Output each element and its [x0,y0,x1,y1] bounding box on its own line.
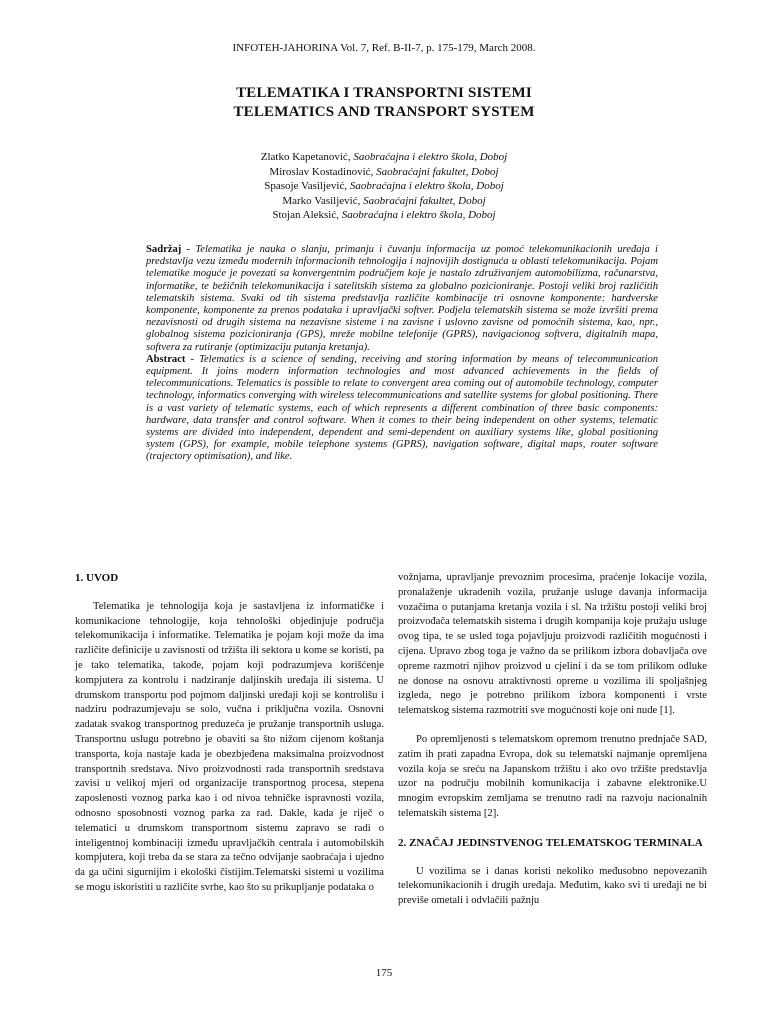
author-list [0,150,768,223]
section-heading-uvod: 1. UVOD [75,572,119,584]
sazetak-text: - Telematika je nauka o slanju, primanju i čuvanju informacija uz pomoć telekomunikacionih uređaja i predstavlja vezu između modernih informacionih tehnologija i najnovijih dostignuća u oblasti telekomunikacija. Pojam telematike moguće je povezati sa konvergentnim područjem koje je nastalo združivanjem automobilizma, računarstva, informatike, te bežičnih telekomunikacija i satelitskih sistema za globalno pozicioniranje. Postoji veliki broj različitih telematskih sistema. Svaki od tih sistema predstavlja različite kombinacije tri osnovne komponente: hardverske komponente, komponente za prenos podataka i upravljački softver. Podjela telematskih sistema se može izvršiti prema nezavisnosti od drugih sistema na nezavisne sisteme i na zavisne i uslovno zavisne od pomoćnih sistema, kao, npr., globalnog sistema pozicioniranja (GPS), mreže mobilne telefonije (GPRS), navigacionog softvera, digitalnih mapa, softvera za rutiranje (optimizaciju putanja kretanja). [146,244,658,353]
author-name: Miroslav Kostadinović, [269,165,377,178]
author-name: Spasoje Vasiljević, [264,180,350,192]
author-entry [0,208,768,223]
body-paragraph: Po opremljenosti s telematskom opremom trenutno prednjače SAD, zatim ih prati zapadna Evropa, dok su telematski najmanje opremljena vozila koja se sreću na Japanskom tržištu i ako ovo tržište predstavlja uzor na području mobilnih komunikacija i zabavne elektronike.U mnogim evropskim zemljama se trenutno radi na razvoju nacionalnih telematskih sistema [2]. [398,733,707,819]
page-number: 175 [375,967,393,979]
author-entry [0,150,768,165]
author-affiliation: Saobraćajni fakultet, Doboj [363,194,486,207]
author-affiliation: Saobraćajni fakultet, Doboj [376,165,499,178]
body-paragraph: U vozilima se i danas koristi nekoliko međusobno nepovezanih telekomunikacionih i drugih uređaja. Međutim, kako svi ti uređaji ne bi previše ometali i odvlačili pažnju [398,865,707,907]
author-name: Zlatko Kapetanović, [260,151,354,163]
sazetak-label: Sadržaj [146,244,182,255]
author-name: Marko Vasiljević, [282,194,364,207]
abstract-label: Abstract [146,353,186,365]
title-english: TELEMATICS AND TRANSPORT SYSTEM [233,104,535,120]
author-name: Stojan Aleksić, [272,209,342,221]
author-affiliation: Saobraćajna i elektro škola, Doboj [341,209,496,221]
abstract-text: - Telematics is a science of sending, receiving and storing information by means of telecommunication equipment. It joins modern information technologies and most advanced achievements in the fields of telecommunications. Telematics is possible to relate to convergent area coming out of automobile technology, computer technology, informatics converging with wireless telecommunications and satellite systems for global positioning. There is a vast variety of telematic systems, each of which represents a different combination of three basic components: hardware, data transfer and control software. When it comes to their being independent on other systems, telematic systems are divided into independent, dependent and semi-dependent on auxiliary systems like, global positioning system (GPS), for example, mobile telephone systems (GPRS), navigation software, digital maps, router software (trajectory optimisation), and like. [146,353,658,463]
author-entry [0,194,768,209]
running-header: INFOTEH-JAHORINA Vol. 7, Ref. B-II-7, p. 175-179, March 2008. [232,42,536,54]
sazetak-paragraph [146,244,658,354]
body-paragraph-continuation: vožnjama, upravljanje prevoznim procesima, praćenje lokacije vozila, pronalaženje ukradenih vozila, pružanje usluge davanja informacija vozačima o putanjama kretanja vozila i sl. Na tržištu postoji veliki broj proizvođača telematskih sistema i drugih kompanija koje pružaju usluge ovog tipa, te se usled toga pojavljuju proizvodi različitih mogućnosti i cijena. Upravo zbog toga je važno da se prilikom izbora dobavljača ove opreme razmotri njihov proizvod u cjelini i da se tom prilikom odluke ne donose na osnovu atraktivnosti opreme u vozilima ili spoljašnjeg izgleda, nego je potrebno prilikom izbora komponenti i vrste telematskog sistema razmotriti sve mogućnosti koje oni nude [1]. [398,572,707,717]
author-entry [0,179,768,194]
author-entry [0,165,768,180]
author-affiliation: Saobraćajna i elektro škola, Doboj [353,151,508,163]
abstract-paragraph [146,354,658,464]
title-serbian: TELEMATIKA I TRANSPORTNI SISTEMI [236,85,532,101]
body-paragraph: Telematika je tehnologija koja je sastavljena iz informatičke i komunikacione tehnologije, koja tehnološki objedinjuje područja telekomunikacija i informatike. Telematika je pojam koji može da ima različite definicije u zavisnosti od tržišta ili sektora u kome se koristi, pa je tako telematika, takođe, pojam koji podrazumjeva korišćenje kompjutera za kontrolu i nadziranje daljinskih uređaja ili sistema. U drumskom transportu pod pojmom daljinski uređaji koji se kontrolišu i nadziru podrazumjevaju se solo, vučna i priključna vozila. Osnovni zadatak svakog transportnog preduzeća je pružanje transportnih usluga. Transportnu uslugu potrebno je obaviti sa što nižom cijenom koštanja transporta, koja nastaje kada je obezbjeđena maksimalna proizvodnost transportnih sredstava. Nivo proizvodnosti rada transportnih sredstava zavisi u velikoj mjeri od organizacije transportnog procesa, stepena zaposlenosti voznog parka kao i od nivoa tehničke ispravnosti vozila, odnosno sposobnosti voznog parka za rad. Dakle, kada je riječ o telematici u drumskom transportnom sistemu zapravo se radi o inteligentnoj kombinaciji između upravljačkih centrala i automobilskih kompjutera, koji treba da se stara za tečno odvijanje saobraćaja i ujedno da ga učini sigurnijim i ekološki čistijim.Telematski sistemi u vozilima se mogu iskoristiti u različite svrhe, kao što su prikupljanje podataka o [75,600,384,893]
section-heading-terminal: 2. ZNAČAJ JEDINSTVENOG TELEMATSKOG TERMINALA [398,836,703,849]
author-affiliation: Saobraćajna i elektro škola, Doboj [349,180,504,192]
right-column [398,571,707,909]
left-column [75,571,384,896]
abstract-block [146,244,658,464]
paper-title [0,84,768,122]
